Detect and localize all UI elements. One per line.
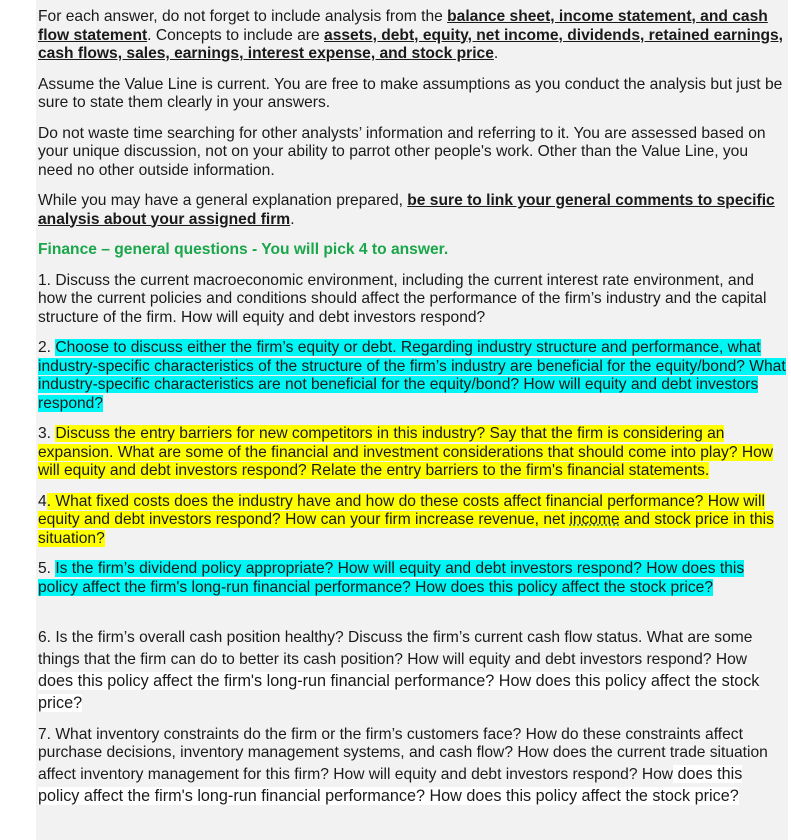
question-3-highlight: Discuss the entry barriers for new competitors in this industry? Say that the firm is considering an expansion. What are some of the financial and investment considerations that should come into play? How will equity and debt investors respond? Relate the entry barriers to the firm's financial statements.: [38, 425, 774, 479]
section-heading: Finance – general questions - You will pick 4 to answer.: [38, 241, 449, 258]
question-3: 3. Discuss the entry barriers for new competitors in this industry? Say that the firm is considering an expansion. What are some of the financial and investment considerations that should come into play? How will equity and debt investors respond? Relate the entry barriers to the firm's financial statements.: [38, 425, 774, 479]
general-paragraph: While you may have a general explanation prepared, be sure to link your general comments to specific analysis about your assigned firm.: [38, 192, 775, 228]
question-4-highlight: . What fixed costs does the industry have and how do these costs affect financial performance? How will equity and debt investors respond? How can your firm increase revenue, net income and stock price in this situation?: [38, 492, 774, 547]
assume-paragraph: Assume the Value Line is current. You are free to make assumptions as you conduct the analysis but just be sure to state them clearly in your answers.: [38, 75, 783, 111]
question-6: 6. Is the firm’s overall cash position healthy? Discuss the firm’s current cash flow status. What are some things that the firm can do to better its cash position? How will equity and debt investors respond? How does this policy affect the firm's long-run financial performance? How does this policy affect the stock price?: [38, 629, 760, 712]
dont-waste-paragraph: Do not waste time searching for other analysts’ information and referring to it. You are assessed based on your unique discussion, not on your ability to parrot other people's work. Other than the Value Line, you need no other outside information.: [38, 124, 766, 179]
question-7: 7. What inventory constraints do the firm or the firm’s customers face? How do these constraints affect purchase decisions, inventory management systems, and cash flow? How does the current trade situation affect inventory management for this firm? How will equity and debt investors respond? How does this policy affect the firm's long-run financial performance? How does this policy affect the stock price?: [38, 725, 768, 805]
question-7-continuation: does this policy affect the firm's long-run financial performance? How does this policy affect the stock price?: [38, 764, 743, 805]
emphasis-concepts: assets, debt, equity, net income, dividends, retained earnings, cash flows, sales, earnings, interest expense, and stock price: [38, 26, 783, 62]
question-5-highlight: Is the firm’s dividend policy appropriate? How will equity and debt investors respond? How does this policy affect the firm's long-run financial performance? How does this policy affect the stock price?: [38, 560, 745, 596]
spellcheck-word: income: [569, 511, 620, 528]
question-4: 4. What fixed costs does the industry have and how do these costs affect financial performance? How will equity and debt investors respond? How can your firm increase revenue, net income and stock price in this situation?: [38, 492, 774, 547]
emphasis-statements: balance sheet, income statement, and cash flow statement: [38, 8, 768, 44]
question-6-continuation: does this policy affect the firm's long-run financial performance? How does this policy affect the stock price?: [38, 671, 760, 712]
blank-line: [38, 609, 786, 629]
intro-paragraph: For each answer, do not forget to include analysis from the balance sheet, income statement, and cash flow statement. Concepts to include are assets, debt, equity, net income, dividends, retained earnings, cash flows, sales, earnings, interest expense, and stock price.: [38, 8, 783, 62]
document-content: [38, 8, 786, 819]
emphasis-link-comments: be sure to link your general comments to specific analysis about your assigned firm: [38, 192, 775, 228]
question-2-highlight: Choose to discuss either the firm’s equity or debt. Regarding industry structure and performance, what industry-specific characteristics of the structure of the firm’s industry are beneficial for the equity/bond? What industry-specific characteristics are not beneficial for the equity/bond? How will equity and debt investors respond?: [38, 339, 786, 412]
question-2: 2. Choose to discuss either the firm’s equity or debt. Regarding industry structure and performance, what industry-specific characteristics of the structure of the firm’s industry are beneficial for the equity/bond? What industry-specific characteristics are not beneficial for the equity/bond? How will equity and debt investors respond?: [38, 339, 786, 412]
question-1: 1. Discuss the current macroeconomic environment, including the current interest rate environment, and how the current policies and conditions should affect the performance of the firm’s industry and the capital structure of the firm. How will equity and debt investors respond?: [38, 271, 767, 326]
question-5: 5. Is the firm’s dividend policy appropriate? How will equity and debt investors respond? How does this policy affect the firm's long-run financial performance? How does this policy affect the stock price?: [38, 560, 745, 596]
